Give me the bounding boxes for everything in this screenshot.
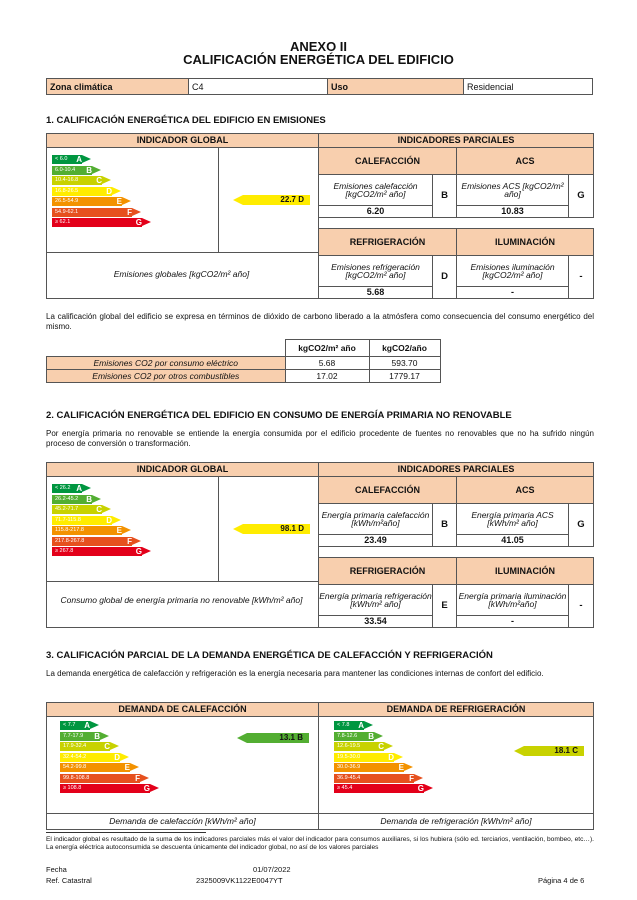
rating-letter: A bbox=[84, 721, 90, 730]
rating-bar-a bbox=[60, 721, 90, 730]
rating-bar-tip bbox=[90, 721, 99, 729]
rating-bar-c bbox=[52, 505, 102, 514]
rating-bar-tip bbox=[132, 208, 141, 216]
cool-arrow bbox=[524, 746, 584, 756]
rating-range: < 6.0 bbox=[55, 156, 68, 162]
rating-bar-tip bbox=[424, 784, 433, 792]
co2-row-v1: 17.02 bbox=[285, 370, 369, 383]
rating-bar-d bbox=[60, 753, 120, 762]
rating-range: 7.7-17.9 bbox=[63, 732, 84, 739]
s1-refri-value: 5.68 bbox=[318, 286, 433, 299]
co2-empty-cell bbox=[47, 340, 286, 357]
rating-bar-tip bbox=[112, 516, 121, 524]
info-table bbox=[46, 78, 593, 95]
rating-bar-tip bbox=[364, 721, 373, 729]
s1-calef-value: 6.20 bbox=[318, 205, 433, 218]
s2-refri-letter: E bbox=[432, 584, 457, 628]
rating-letter: C bbox=[96, 505, 102, 514]
rating-letter: B bbox=[368, 731, 374, 741]
co2-row bbox=[47, 370, 441, 383]
s2-block bbox=[46, 462, 593, 627]
rating-letter: B bbox=[94, 731, 100, 741]
rating-range: 115.8-217.8 bbox=[55, 527, 84, 533]
s2-global-value: 98.1 D bbox=[280, 524, 304, 533]
s1-ilum-value: - bbox=[456, 286, 569, 299]
rating-range: < 26.2 bbox=[55, 485, 71, 491]
heat-caption: Demanda de calefacción [kWh/m² año] bbox=[46, 813, 319, 830]
rating-range: 36.9-45.4 bbox=[337, 774, 361, 781]
rating-bar-tip bbox=[110, 742, 119, 750]
rating-bar-c bbox=[60, 742, 110, 751]
rating-bar-tip bbox=[92, 495, 101, 503]
s2-ilum-desc: Energía primaria iluminación [kWh/m²año] bbox=[456, 584, 569, 616]
rating-bar-tip bbox=[404, 763, 413, 771]
footnote-rule bbox=[46, 832, 206, 833]
s2-calef-desc: Energía primaria calefacción [kWh/m²año] bbox=[318, 503, 433, 535]
rating-letter: E bbox=[116, 197, 122, 206]
rating-bar-a bbox=[52, 155, 82, 164]
rating-range: 217.8-267.8 bbox=[55, 537, 85, 544]
rating-letter: D bbox=[388, 752, 394, 762]
s1-partial-header: INDICADORES PARCIALES bbox=[318, 133, 594, 148]
rating-letter: A bbox=[76, 484, 82, 493]
co2-col2: kgCO2/año bbox=[369, 340, 440, 357]
co2-table bbox=[46, 339, 441, 383]
ref-label: Ref. Catastral bbox=[46, 876, 92, 885]
s1-ilum-header: ILUMINACIÓN bbox=[456, 228, 594, 256]
s2-calef-header: CALEFACCIÓN bbox=[318, 476, 457, 504]
s3-paragraph: La demanda energética de calefacción y refrigeración es la energía necesaria para mantener las condiciones internas de confort del edificio. bbox=[46, 669, 544, 678]
s2-acs-value: 41.05 bbox=[456, 534, 569, 547]
s1-global-arrow-tip bbox=[233, 195, 243, 205]
co2-row bbox=[47, 357, 441, 370]
rating-bar-tip bbox=[142, 547, 151, 555]
rating-bar-tip bbox=[132, 537, 141, 545]
heat-arrow bbox=[247, 733, 309, 743]
s1-calef-header: CALEFACCIÓN bbox=[318, 147, 457, 175]
annex-number: ANEXO II bbox=[289, 39, 348, 54]
zona-value: C4 bbox=[189, 79, 328, 95]
heat-value: 13.1 B bbox=[279, 733, 303, 742]
rating-bar-tip bbox=[394, 753, 403, 761]
rating-bar-tip bbox=[142, 218, 151, 226]
rating-letter: B bbox=[86, 165, 92, 175]
rating-bar-b bbox=[52, 495, 92, 504]
cool-value: 18.1 C bbox=[554, 746, 578, 755]
rating-letter: D bbox=[106, 186, 112, 196]
s2-refri-header: REFRIGERACIÓN bbox=[318, 557, 457, 585]
rating-bar-tip bbox=[100, 732, 109, 740]
s1-calef-letter: B bbox=[432, 174, 457, 218]
s1-acs-letter: G bbox=[568, 174, 594, 218]
rating-bar-tip bbox=[82, 155, 91, 163]
s2-calef-value: 23.49 bbox=[318, 534, 433, 547]
s3-block bbox=[46, 702, 593, 830]
s1-paragraph: La calificación global del edificio se expresa en términos de dióxido de carbono liberado a la atmósfera como consecuencia del consumo energético del mismo. bbox=[46, 312, 594, 331]
rating-range: 45.2-71.7 bbox=[55, 506, 79, 512]
s2-acs-header: ACS bbox=[456, 476, 594, 504]
rating-bar-tip bbox=[374, 732, 383, 740]
rating-letter: G bbox=[417, 784, 424, 793]
rating-bar-tip bbox=[112, 187, 121, 195]
rating-range: 19.5-30.0 bbox=[337, 753, 361, 760]
s1-acs-desc: Emisiones ACS [kgCO2/m² año] bbox=[456, 174, 569, 206]
rating-range: 6.0-10.4 bbox=[55, 166, 76, 173]
rating-range: 54.9-62.1 bbox=[55, 208, 79, 215]
rating-letter: D bbox=[114, 752, 120, 762]
cool-header: DEMANDA DE REFRIGERACIÓN bbox=[318, 702, 594, 717]
rating-range: 26.2-45.2 bbox=[55, 495, 79, 502]
rating-letter: C bbox=[96, 176, 102, 185]
rating-bar-f bbox=[52, 208, 132, 217]
rating-bar-tip bbox=[414, 774, 423, 782]
s1-calef-desc: Emisiones calefacción [kgCO2/m² año] bbox=[318, 174, 433, 206]
s2-refri-value: 33.54 bbox=[318, 615, 433, 628]
rating-range: 17.9-32.4 bbox=[63, 743, 87, 749]
co2-row-v2: 1779.17 bbox=[369, 370, 440, 383]
rating-bar-tip bbox=[92, 166, 101, 174]
rating-range: 26.5-54.9 bbox=[55, 198, 79, 204]
s2-global-header: INDICADOR GLOBAL bbox=[46, 462, 319, 477]
rating-bar-b bbox=[52, 166, 92, 175]
rating-bar-tip bbox=[150, 784, 159, 792]
rating-letter: F bbox=[135, 773, 140, 783]
s1-ilum-letter: - bbox=[568, 255, 594, 299]
rating-range: 99.8-108.8 bbox=[63, 774, 90, 781]
rating-letter: G bbox=[135, 218, 142, 227]
cool-arrow-tip bbox=[514, 746, 524, 756]
rating-letter: E bbox=[124, 763, 130, 772]
s1-global-value: 22.7 D bbox=[280, 195, 304, 204]
section-2-title: 2. CALIFICACIÓN ENERGÉTICA DEL EDIFICIO EN CONSUMO DE ENERGÍA PRIMARIA NO RENOVABLE bbox=[46, 410, 512, 421]
rating-bar-a bbox=[52, 484, 82, 493]
rating-bar-e bbox=[60, 763, 130, 772]
rating-letter: A bbox=[76, 155, 82, 164]
rating-range: 12.6-19.5 bbox=[337, 743, 361, 749]
rating-bar-tip bbox=[102, 505, 111, 513]
s2-partial-header: INDICADORES PARCIALES bbox=[318, 462, 594, 477]
rating-bar-b bbox=[60, 732, 100, 741]
rating-bar-tip bbox=[122, 197, 131, 205]
s2-ilum-header: ILUMINACIÓN bbox=[456, 557, 594, 585]
rating-range: 30.0-36.9 bbox=[337, 764, 361, 770]
s1-acs-value: 10.83 bbox=[456, 205, 569, 218]
section-3-title: 3. CALIFICACIÓN PARCIAL DE LA DEMANDA ENERGÉTICA DE CALEFACCIÓN Y REFRIGERACIÓN bbox=[46, 650, 493, 661]
rating-bar-g bbox=[60, 784, 150, 793]
rating-letter: C bbox=[104, 742, 110, 751]
s1-refri-desc: Emisiones refrigeración [kgCO2/m² año] bbox=[318, 255, 433, 287]
rating-bar-d bbox=[52, 516, 112, 525]
co2-row-v2: 593.70 bbox=[369, 357, 440, 370]
s2-refri-desc: Energía primaria refrigeración [kWh/m² año] bbox=[318, 584, 433, 616]
rating-letter: F bbox=[409, 773, 414, 783]
co2-row-label: Emisiones CO2 por consumo eléctrico bbox=[47, 357, 286, 370]
s1-refri-header: REFRIGERACIÓN bbox=[318, 228, 457, 256]
document-title: CALIFICACIÓN ENERGÉTICA DEL EDIFICIO bbox=[183, 52, 454, 67]
s2-calef-letter: B bbox=[432, 503, 457, 547]
co2-col1: kgCO2/m² año bbox=[285, 340, 369, 357]
annex-title bbox=[0, 40, 637, 66]
rating-bar-tip bbox=[122, 526, 131, 534]
s2-global-caption: Consumo global de energía primaria no renovable [kWh/m² año] bbox=[60, 595, 303, 605]
cool-caption: Demanda de refrigeración [kWh/m² año] bbox=[318, 813, 594, 830]
rating-bar-tip bbox=[102, 176, 111, 184]
fecha-value: 01/07/2022 bbox=[253, 865, 291, 874]
section-1-title: 1. CALIFICACIÓN ENERGÉTICA DEL EDIFICIO EN EMISIONES bbox=[46, 115, 326, 126]
s1-global-caption: Emisiones globales [kgCO2/m² año] bbox=[113, 269, 250, 279]
rating-letter: F bbox=[127, 536, 132, 546]
s2-ilum-value: - bbox=[456, 615, 569, 628]
rating-bar-f bbox=[334, 774, 414, 783]
rating-range: ≥ 62.1 bbox=[55, 219, 71, 225]
rating-bar-tip bbox=[130, 763, 139, 771]
rating-bar-d bbox=[334, 753, 394, 762]
rating-bar-g bbox=[334, 784, 424, 793]
rating-range: < 7.7 bbox=[63, 722, 76, 728]
rating-range: 16.8-26.5 bbox=[55, 187, 79, 194]
rating-letter: G bbox=[135, 547, 142, 556]
rating-bar-tip bbox=[140, 774, 149, 782]
rating-bar-c bbox=[334, 742, 384, 751]
rating-range: ≥ 45.4 bbox=[337, 785, 353, 791]
rating-bar-d bbox=[52, 187, 112, 196]
s2-paragraph: Por energía primaria no renovable se entiende la energía consumida por el edificio procedente de fuentes no renovables que no ha sufrido ningún proceso de conversión o transformación. bbox=[46, 429, 594, 448]
footnote: El indicador global es resultado de la suma de los indicadores parciales más el valor del indicador para consumos auxiliares, si los hubiera (sólo ed. terciarios, ventilación, bombeo, etc…). La energía eléctrica autoconsumida se descuenta únicamente del indicador global, no así de los valores parciales bbox=[46, 836, 594, 851]
rating-range: 10.4-16.8 bbox=[55, 177, 79, 183]
rating-range: 32.4-54.2 bbox=[63, 753, 87, 760]
rating-bar-c bbox=[52, 176, 102, 185]
co2-row-label: Emisiones CO2 por otros combustibles bbox=[47, 370, 286, 383]
rating-bar-e bbox=[52, 197, 122, 206]
s1-global-header: INDICADOR GLOBAL bbox=[46, 133, 319, 148]
s1-ilum-desc: Emisiones iluminación [kgCO2/m² año] bbox=[456, 255, 569, 287]
uso-label: Uso bbox=[328, 79, 464, 95]
rating-bar-f bbox=[60, 774, 140, 783]
co2-row-v1: 5.68 bbox=[285, 357, 369, 370]
s1-refri-letter: D bbox=[432, 255, 457, 299]
rating-bar-b bbox=[334, 732, 374, 741]
fecha-label: Fecha bbox=[46, 865, 67, 874]
s2-global-arrow-tip bbox=[233, 524, 243, 534]
s2-acs-desc: Energía primaria ACS [kWh/m² año] bbox=[456, 503, 569, 535]
rating-letter: E bbox=[398, 763, 404, 772]
rating-range: 7.8-12.6 bbox=[337, 732, 358, 739]
rating-range: ≥ 267.8 bbox=[55, 548, 74, 554]
rating-bar-tip bbox=[120, 753, 129, 761]
rating-bar-tip bbox=[82, 484, 91, 492]
rating-bar-tip bbox=[384, 742, 393, 750]
rating-letter: B bbox=[86, 494, 92, 504]
rating-bar-g bbox=[52, 547, 142, 556]
s2-ilum-letter: - bbox=[568, 584, 594, 628]
s1-block bbox=[46, 133, 593, 298]
rating-letter: G bbox=[143, 784, 150, 793]
ref-value: 2325009VK1122E0047YT bbox=[196, 876, 283, 885]
rating-range: < 7.8 bbox=[337, 722, 350, 728]
s2-acs-letter: G bbox=[568, 503, 594, 547]
rating-letter: E bbox=[116, 526, 122, 535]
rating-letter: C bbox=[378, 742, 384, 751]
rating-range: 71.7-115.8 bbox=[55, 516, 81, 523]
s2-global-arrow bbox=[243, 524, 310, 534]
s1-acs-header: ACS bbox=[456, 147, 594, 175]
rating-letter: F bbox=[127, 207, 132, 217]
rating-letter: D bbox=[106, 515, 112, 525]
uso-value: Residencial bbox=[464, 79, 593, 95]
rating-bar-f bbox=[52, 537, 132, 546]
rating-bar-e bbox=[334, 763, 404, 772]
page-number: Página 4 de 6 bbox=[538, 876, 585, 885]
rating-bar-e bbox=[52, 526, 122, 535]
rating-range: 54.2-99.8 bbox=[63, 764, 87, 770]
heat-header: DEMANDA DE CALEFACCIÓN bbox=[46, 702, 319, 717]
rating-bar-g bbox=[52, 218, 142, 227]
s1-global-arrow bbox=[243, 195, 310, 205]
rating-bar-a bbox=[334, 721, 364, 730]
rating-letter: A bbox=[358, 721, 364, 730]
rating-range: ≥ 108.8 bbox=[63, 785, 82, 791]
zona-label: Zona climática bbox=[47, 79, 189, 95]
heat-arrow-tip bbox=[237, 733, 247, 743]
